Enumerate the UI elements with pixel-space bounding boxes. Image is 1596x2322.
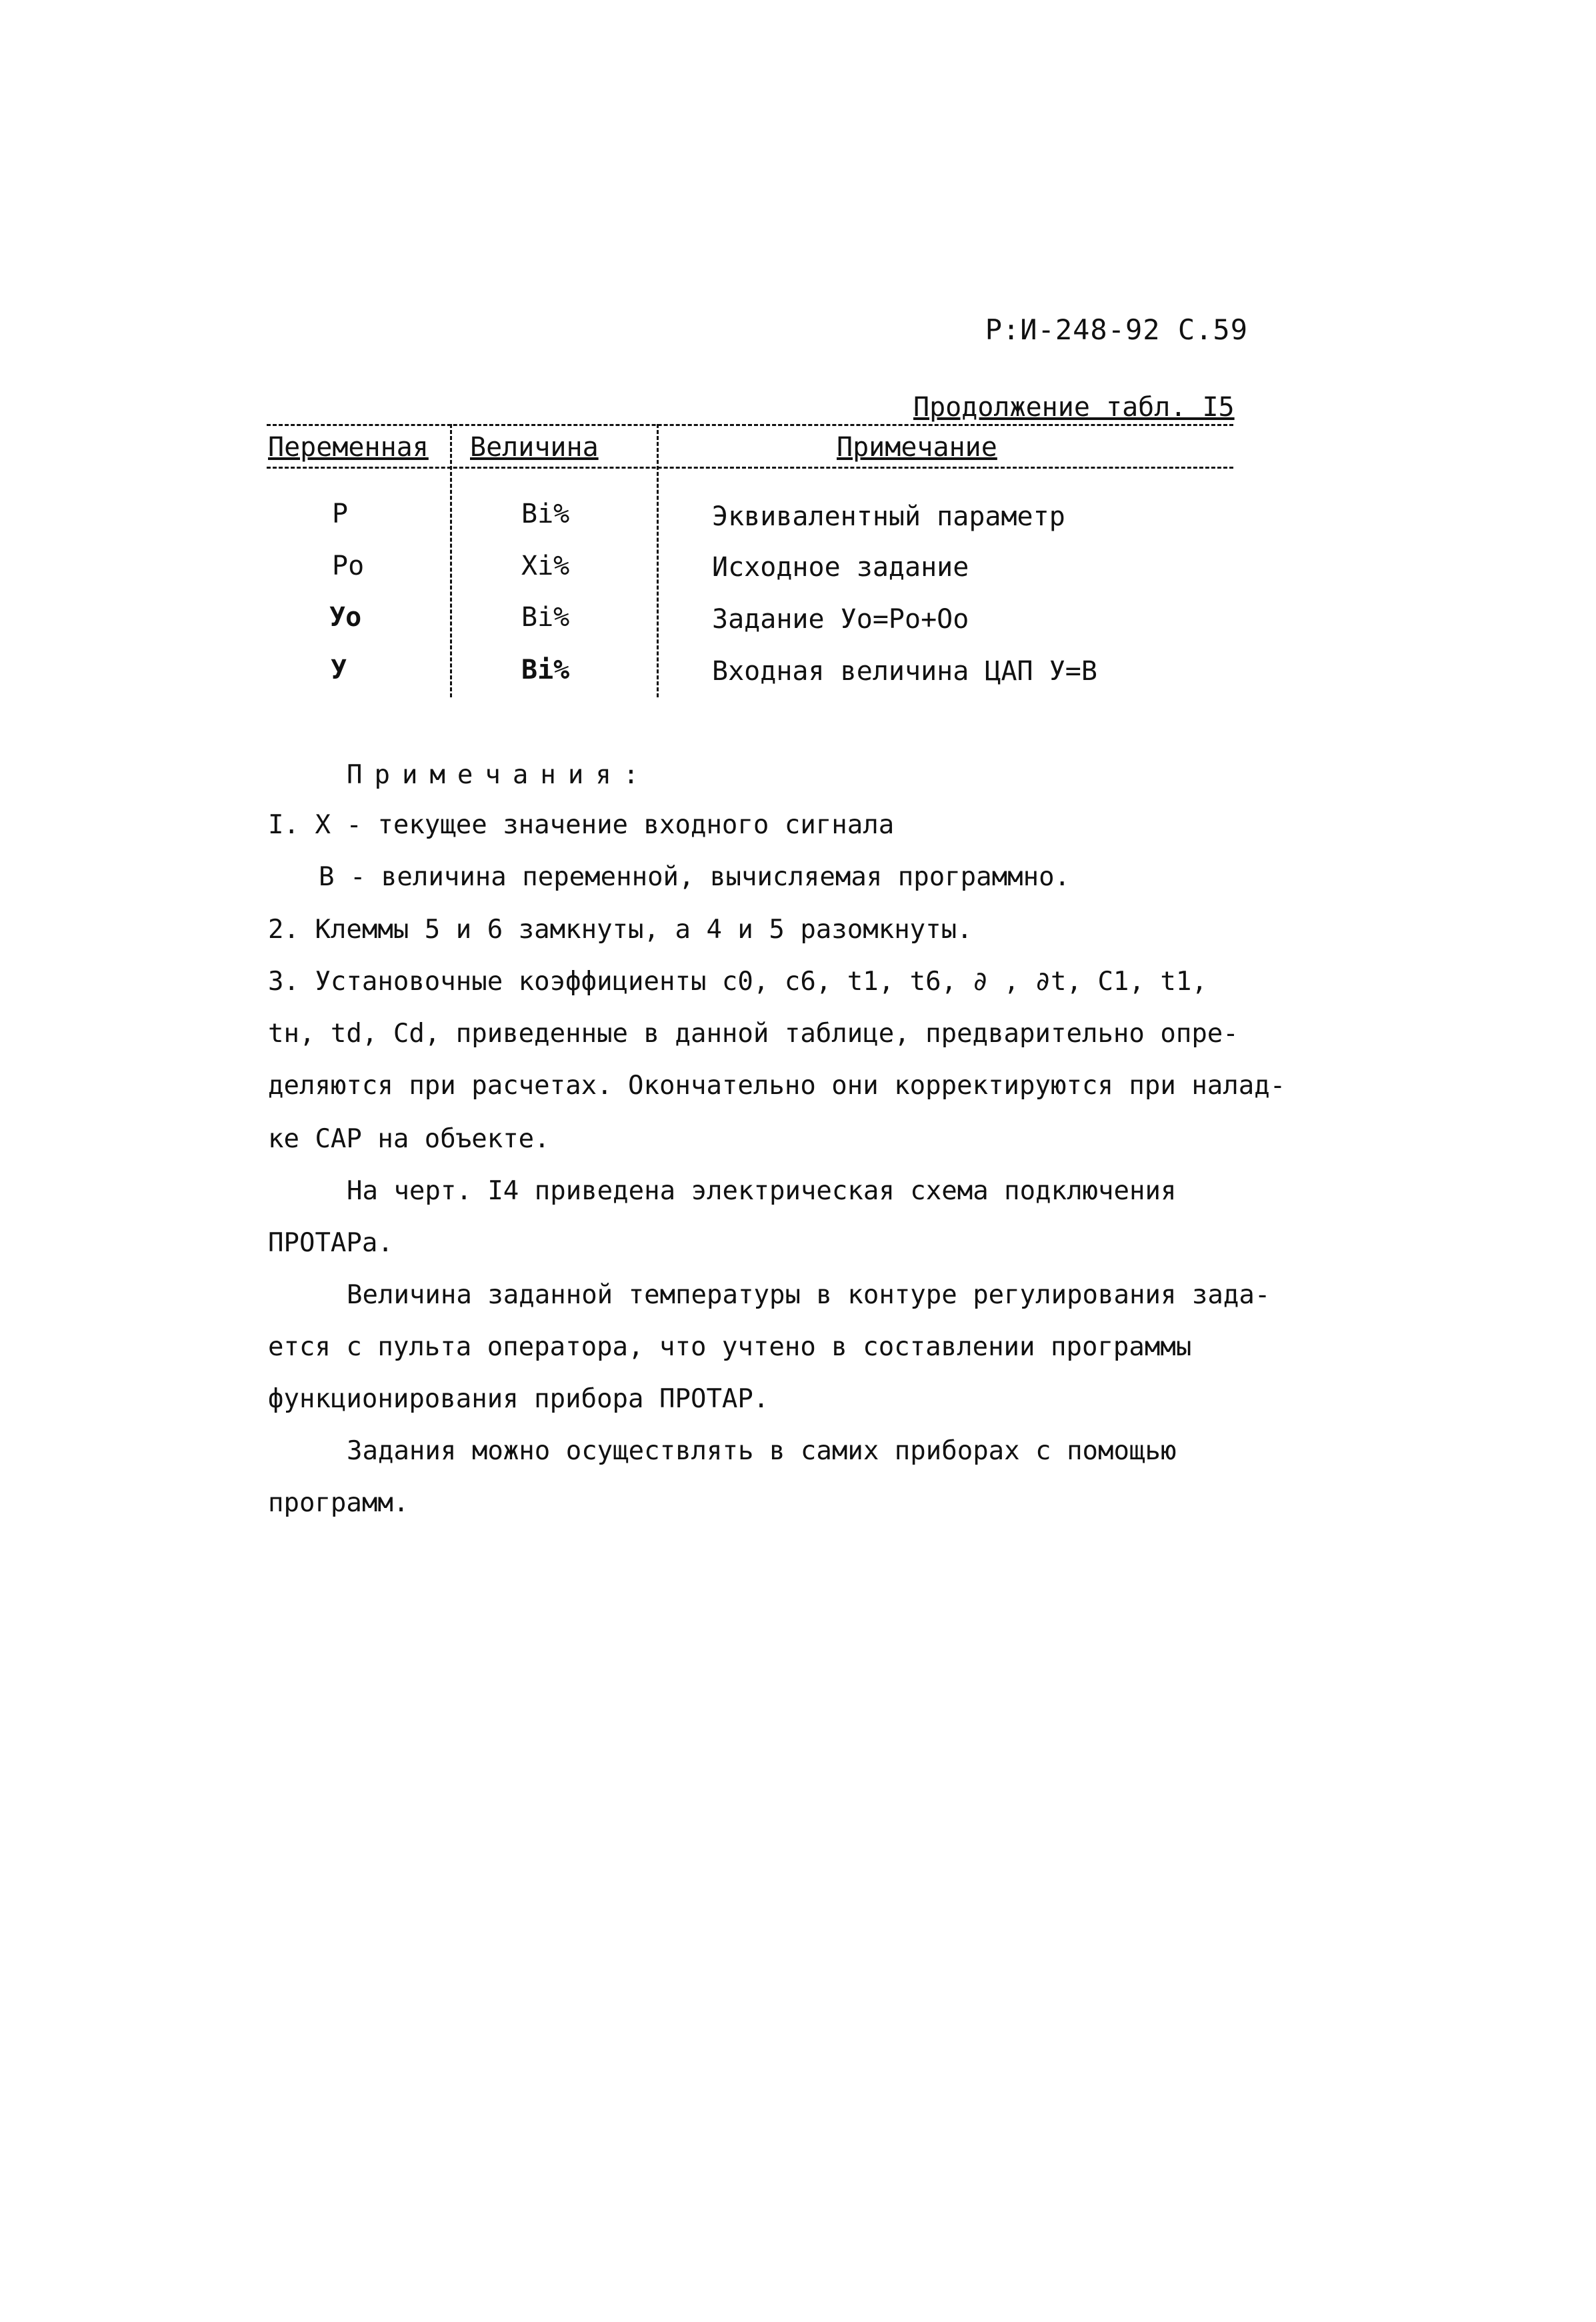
column-divider-1 [450,424,452,697]
body-line-5: функционирования прибора ПРОТАР. [268,1384,769,1414]
table-row-1-variable: P [332,499,349,529]
body-line-4: ется с пульта оператора, что учтено в составлении программы [268,1332,1192,1362]
column-header-note: Примечание [837,432,997,463]
table-row-1-note: Эквивалентный параметр [712,501,1065,532]
table-row-3-note: Задание Уо=Ро+Оо [712,604,969,635]
body-line-6: Задания можно осуществлять в самих приборах с помощью [347,1436,1177,1466]
table-row-3-variable: Уо [329,602,362,633]
column-header-variable: Переменная [268,432,429,463]
table-row-2-note: Исходное задание [712,552,969,583]
note-line-7: ке САР на объекте. [268,1124,550,1154]
column-header-value: Величина [470,432,599,463]
note-line-1: I. X - текущее значение входного сигнала [268,810,895,840]
doc-header: Р:И-248-92 С.59 [985,313,1248,346]
note-line-2: В - величина переменной, вычисляемая программно. [319,862,1071,892]
table-top-rule [267,424,1233,426]
body-line-7: программ. [268,1488,409,1518]
note-line-4: 3. Установочные коэффициенты с0, с6, t1, t6, ∂ , ∂t, C1, t1, [268,967,1207,997]
note-line-3: 2. Клеммы 5 и 6 замкнуты, а 4 и 5 разомкнуты. [268,915,973,945]
table-row-1-value: Bi% [521,499,570,529]
column-divider-2 [657,424,659,697]
note-line-5: tн, td, Cd, приведенные в данной таблице, предварительно опре- [268,1019,1239,1049]
table-row-3-value: Bi% [521,602,570,633]
body-line-1: На черт. I4 приведена электрическая схема подключения [347,1176,1177,1206]
table-row-4-variable: У [331,655,347,685]
note-line-6: деляются при расчетах. Окончательно они корректируются при налад- [268,1071,1286,1101]
table-caption: Продолжение табл. I5 [913,392,1235,423]
table-row-4-note: Входная величина ЦАП У=В [712,656,1097,687]
table-row-4-value: Bi% [521,655,570,685]
table-row-2-variable: Po [332,551,365,581]
table-row-2-value: Xi% [521,551,570,581]
table-header-rule [267,467,1233,469]
body-line-3: Величина заданной температуры в контуре регулирования зада- [347,1280,1271,1310]
body-line-2: ПРОТАРа. [268,1228,393,1258]
notes-title: Примечания: [347,760,651,790]
